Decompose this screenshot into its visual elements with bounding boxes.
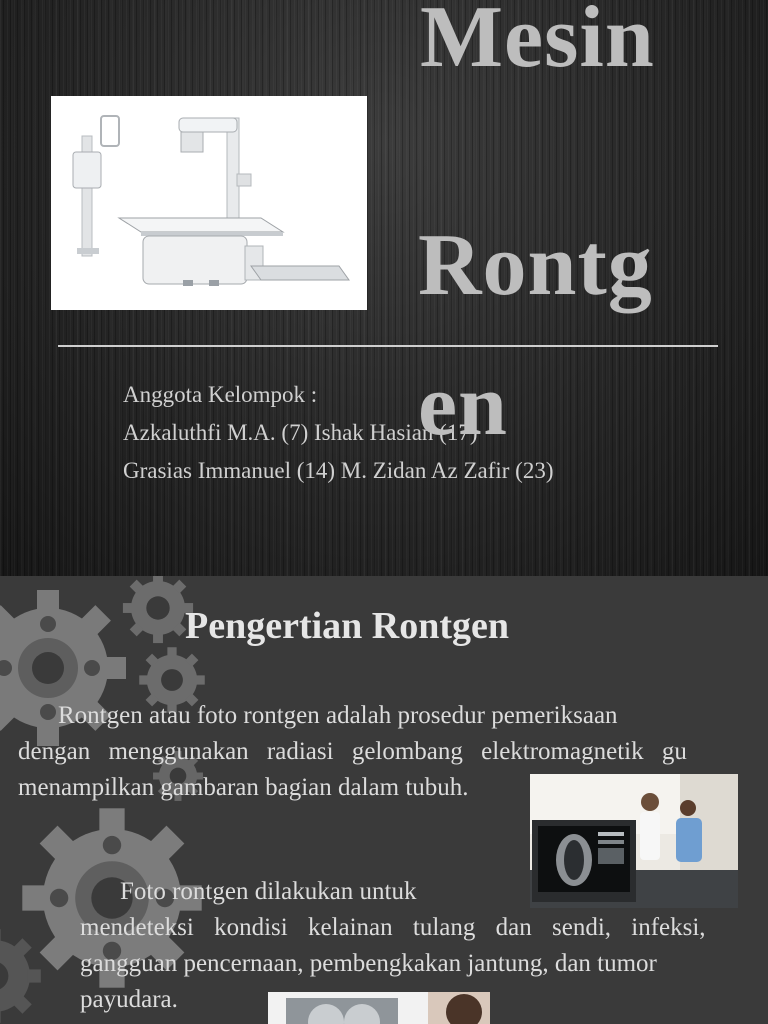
paragraph-1-line-1: Rontgen atau foto rontgen adalah prosedur pemeriksaan: [58, 702, 618, 729]
chest-xray-monitor-image: [530, 774, 738, 908]
definition-slide: [0, 576, 768, 1024]
slide-title: Pengertian Rontgen: [185, 605, 510, 647]
paragraph-1-line-3: menampilkan gambaran bagian dalam tubuh.: [18, 774, 469, 801]
paragraph-1-line-2: dengan menggunakan radiasi gelombang elektromagnetik gu: [18, 738, 687, 765]
xray-film-image: [268, 992, 490, 1024]
members-row-1: Azkaluthfi M.A. (7) Ishak Hasian (17): [123, 420, 478, 445]
title-line-1: Mesin: [420, 0, 655, 86]
title-line-3: en: [418, 357, 508, 454]
paragraph-2-line-2: mendeteksi kondisi kelainan tulang dan sendi, infeksi,: [80, 914, 706, 941]
paragraph-2-line-3: gangguan pencernaan, pembengkakan jantung, dan tumor: [80, 950, 657, 977]
members-heading: Anggota Kelompok :: [123, 382, 318, 407]
title-line-2: Rontg: [418, 217, 653, 314]
xray-machine-image: [51, 96, 367, 310]
title-divider: [58, 345, 718, 347]
paragraph-2-line-1: Foto rontgen dilakukan untuk: [120, 878, 417, 905]
paragraph-2-line-4: payudara.: [80, 986, 178, 1013]
members-row-2: Grasias Immanuel (14) M. Zidan Az Zafir (23): [123, 458, 554, 483]
